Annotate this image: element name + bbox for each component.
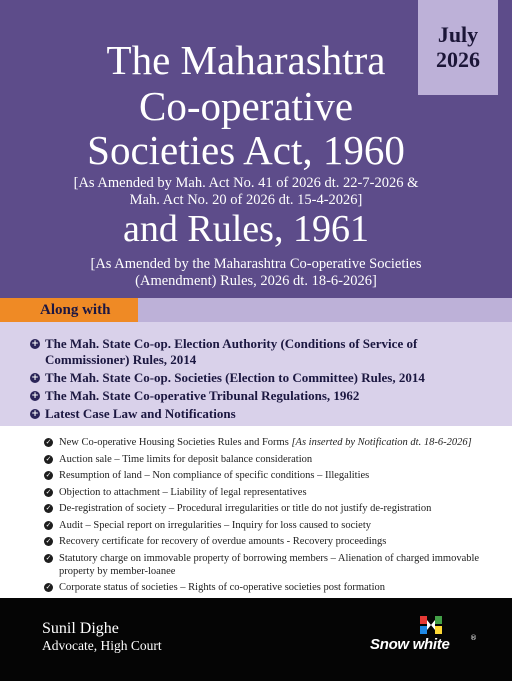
feature-item [45, 486, 502, 499]
feature-text: New Co-operative Housing Societies Rules and Forms [59, 437, 289, 448]
edition-month: July [437, 22, 479, 47]
feature-item [45, 552, 502, 578]
along-with-item-text: The Mah. State Co-operative Tribunal Regulations, 1962 [45, 388, 360, 403]
feature-text: Objection to attachment – Liability of legal representatives [59, 486, 307, 498]
snow-white-logo-icon [420, 616, 442, 634]
feature-item [45, 469, 502, 482]
along-with-item [31, 388, 492, 404]
check-circle-icon: ✓ [45, 583, 52, 591]
feature-text: Corporate status of societies – Rights of co-operative societies post formation [59, 582, 386, 593]
feature-item [45, 581, 502, 594]
feature-text: Audit – Special report on irregularities – Inquiry for loss caused to society [59, 519, 372, 531]
along-with-item-text: Latest Case Law and Notifications [45, 406, 236, 421]
act-title-line-2: Co-operative [138, 83, 354, 129]
feature-text: Recovery certificate for recovery of overdue amounts - Recovery proceedings [59, 536, 387, 547]
check-circle-icon: ✓ [45, 487, 52, 496]
rules-title: and Rules, 1961 [123, 208, 369, 250]
features-list [0, 426, 512, 596]
feature-note: [As inserted by Notification dt. 18-6-2026] [291, 437, 472, 448]
act-amendment-line-1: [As Amended by Mah. Act No. 41 of 2026 dt. 22-7-2026 & [73, 175, 419, 191]
check-circle-icon: ✓ [45, 454, 52, 463]
plus-circle-icon: + [31, 391, 39, 401]
feature-text: Auction sale – Time limits for deposit balance consideration [59, 453, 313, 465]
footer [0, 598, 512, 681]
publisher-name: Snow white [370, 636, 450, 653]
along-with-list [0, 322, 512, 426]
rules-amendment-line-1: [As Amended by the Maharashtra Co-operative Societies [90, 256, 422, 272]
check-circle-icon: ✓ [45, 537, 52, 545]
along-with-item [31, 406, 492, 422]
feature-item [45, 535, 502, 548]
feature-text: De-registration of society – Procedural irregularities or title do not justify de-registration [59, 503, 432, 514]
feature-item [45, 436, 502, 449]
act-amendment-line-2: Mah. Act No. 20 of 2026 dt. 15-4-2026] [129, 192, 363, 208]
feature-item [45, 519, 502, 532]
along-with-item [31, 336, 492, 368]
along-with-label: Along with [0, 298, 138, 322]
check-circle-icon: ✓ [45, 553, 52, 562]
check-circle-icon: ✓ [45, 504, 52, 512]
feature-item [45, 502, 502, 515]
along-with-item-text: The Mah. State Co-op. Societies (Election to Committee) Rules, 2014 [45, 370, 425, 385]
rules-amendment-line-2: (Amendment) Rules, 2026 dt. 18-6-2026] [135, 273, 377, 289]
feature-item [45, 453, 502, 466]
along-with-band [0, 298, 512, 322]
check-circle-icon: ✓ [45, 471, 52, 479]
along-with-item-text: The Mah. State Co-op. Election Authority (Conditions of Service of Commissioner) Rules, 2014 [45, 336, 418, 367]
check-circle-icon: ✓ [45, 438, 52, 446]
plus-circle-icon: + [31, 339, 39, 349]
edition-year: 2026 [436, 47, 480, 72]
feature-text: Statutory charge on immovable property of borrowing members – Alienation of charged immovable property by member-loanee [59, 552, 480, 577]
plus-circle-icon: + [31, 409, 39, 419]
act-title-line-3: Societies Act, 1960 [87, 127, 405, 173]
act-title-line-1: The Maharashtra [106, 37, 386, 83]
feature-text: Resumption of land – Non compliance of specific conditions – Illegalities [59, 470, 370, 481]
registered-mark: ® [470, 634, 477, 642]
author-name: Sunil Dighe [42, 620, 119, 637]
author-designation: Advocate, High Court [42, 638, 162, 653]
check-circle-icon: ✓ [45, 520, 52, 529]
along-with-item [31, 370, 492, 386]
plus-circle-icon: + [31, 373, 39, 383]
title-block [0, 0, 512, 298]
